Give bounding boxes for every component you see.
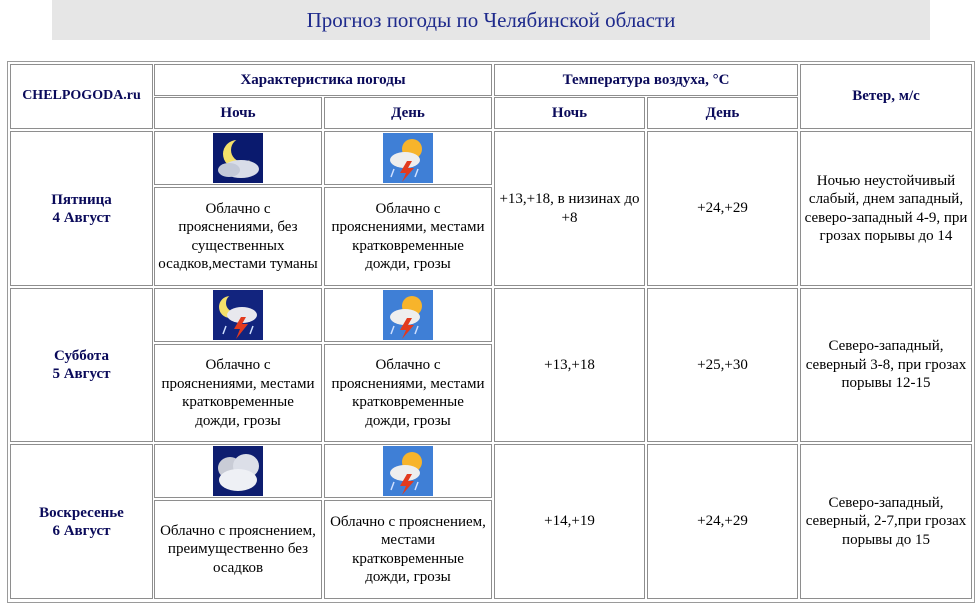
night-description: Облачно с прояснением, преимущественно без осадков (154, 500, 322, 599)
header-weather-day: День (324, 97, 492, 129)
date: 6 Август (52, 522, 111, 539)
weekday: Пятница (51, 191, 112, 208)
day-icon-cell (324, 131, 492, 185)
temp-day: +24,+29 (647, 444, 798, 599)
header-temp-day: День (647, 97, 798, 129)
day-icon-cell (324, 288, 492, 342)
day-icon-cell (324, 444, 492, 498)
night-description: Облачно с прояснениями, без существенных осадков,местами туманы (154, 187, 322, 286)
thunderstorm-sun-icon (383, 290, 433, 340)
header-air-temperature: Температура воздуха, °С (494, 64, 798, 96)
header-weather-characteristic: Характеристика погоды (154, 64, 492, 96)
header-wind: Ветер, м/с (800, 64, 972, 129)
cloudy-night-icon (213, 446, 263, 496)
wind-description: Северо-западный, северный 3-8, при грозах порывы 12-15 (800, 288, 972, 442)
wind-description: Северо-западный, северный, 2-7,при грозах порывы до 15 (800, 444, 972, 599)
moon-thunderstorm-icon (213, 290, 263, 340)
page-title: Прогноз погоды по Челябинской области (306, 7, 676, 32)
weekday: Суббота (54, 348, 109, 364)
temp-day: +25,+30 (647, 288, 798, 442)
day-label (10, 288, 153, 442)
page-title-bar (52, 0, 930, 40)
header-weather-night: Ночь (154, 97, 322, 129)
day-description: Облачно с прояснением, местами кратковременные дожди, грозы (324, 500, 492, 599)
weekday: Воскресенье (39, 504, 124, 521)
temp-night: +14,+19 (494, 444, 645, 599)
temp-night: +13,+18 (494, 288, 645, 442)
day-label (10, 444, 153, 599)
temp-day: +24,+29 (647, 131, 798, 286)
night-icon-cell (154, 288, 322, 342)
night-icon-cell (154, 131, 322, 185)
date: 5 Август (52, 366, 111, 382)
thunderstorm-sun-icon (383, 133, 433, 183)
day-label (10, 131, 153, 286)
date: 4 Август (52, 209, 111, 226)
thunderstorm-sun-icon (383, 446, 433, 496)
temp-night: +13,+18, в низинах до +8 (494, 131, 645, 286)
day-description: Облачно с прояснениями, местами кратковременные дожди, грозы (324, 344, 492, 442)
night-icon-cell (154, 444, 322, 498)
night-description: Облачно с прояснениями, местами кратковременные дожди, грозы (154, 344, 322, 442)
brand-label: CHELPOGODA.ru (10, 64, 153, 129)
header-temp-night: Ночь (494, 97, 645, 129)
moon-cloud-icon (213, 133, 263, 183)
day-description: Облачно с прояснениями, местами кратковременные дожди, грозы (324, 187, 492, 286)
wind-description: Ночью неустойчивый слабый, днем западный, северо-западный 4-9, при грозах порывы до 14 (800, 131, 972, 286)
